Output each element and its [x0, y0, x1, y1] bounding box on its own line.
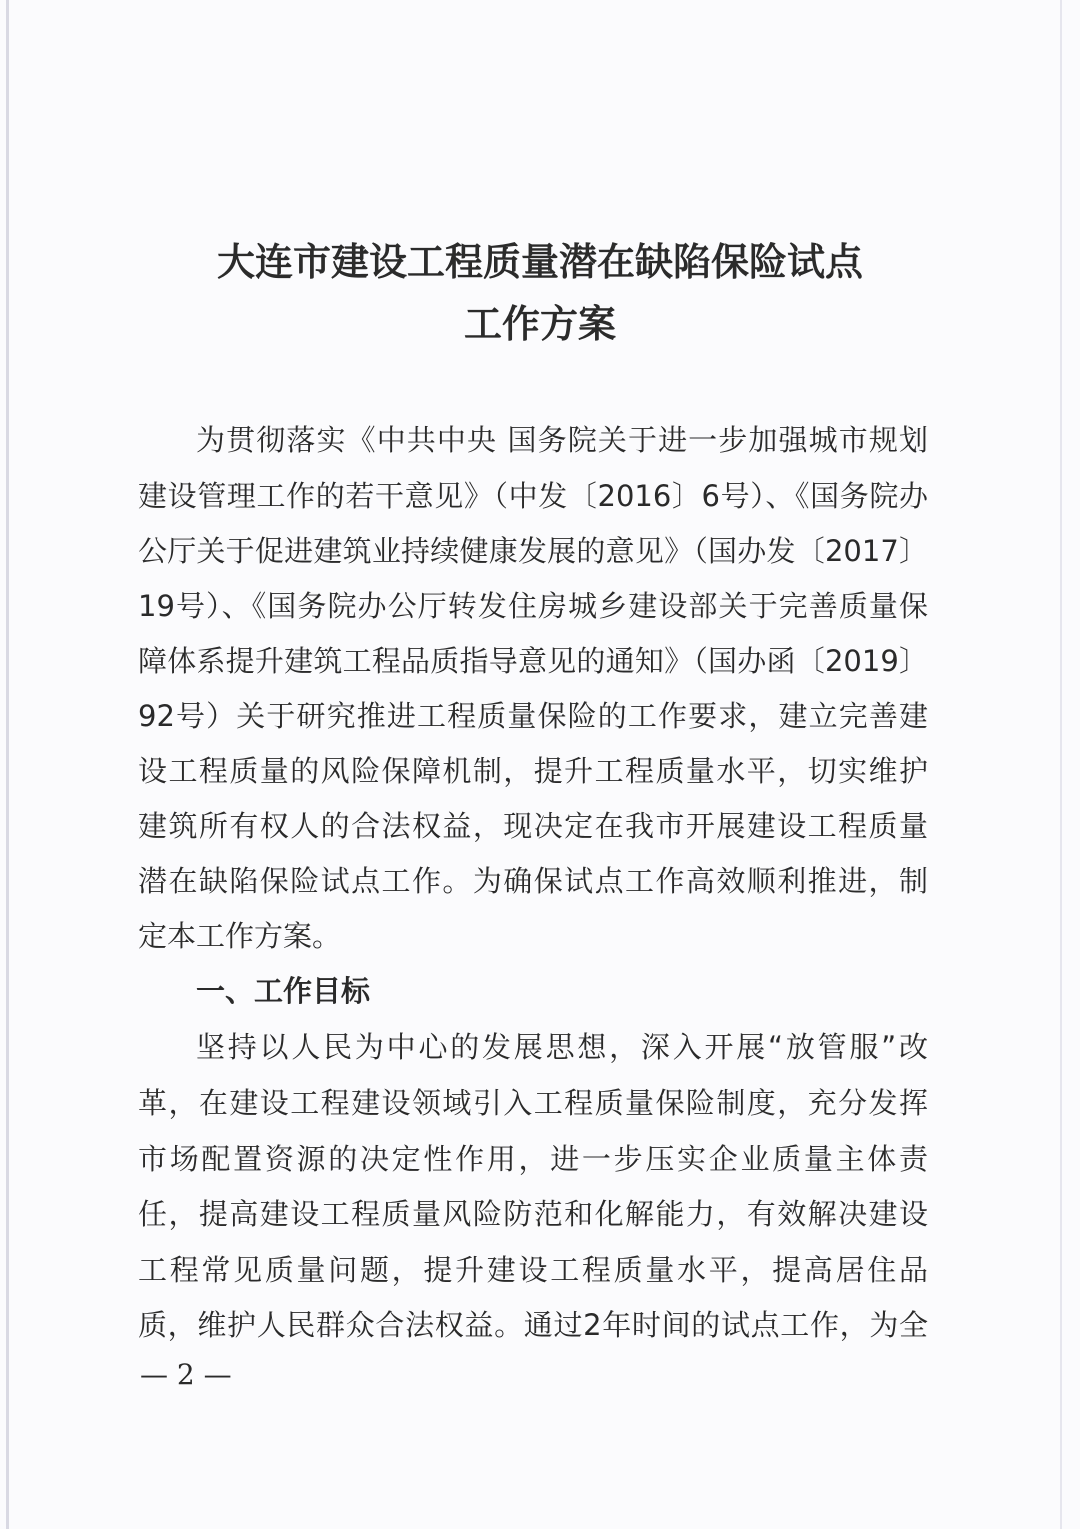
intro-line-1: 为贯彻落实《中共中央 国务院关于进一步加强城市规划	[196, 423, 928, 457]
section1-line-6: 质，维护人民群众合法权益。通过2年时间的试点工作，为全	[138, 1308, 928, 1342]
intro-line-8: 建筑所有权人的合法权益，现决定在我市开展建设工程质量	[138, 809, 928, 843]
section1-line-4: 任，提高建设工程质量风险防范和化解能力，有效解决建设	[138, 1197, 928, 1231]
intro-line-9: 潜在缺陷保险试点工作。为确保试点工作高效顺利推进，制	[138, 864, 928, 898]
section1-line-2: 革，在建设工程建设领域引入工程质量保险制度，充分发挥	[138, 1086, 928, 1120]
intro-line-2: 建设管理工作的若干意见》（中发〔2016〕6号）、《国务院办	[138, 479, 928, 513]
intro-line-6: 92号）关于研究推进工程质量保险的工作要求，建立完善建	[138, 699, 928, 733]
section1-line-1: 坚持以人民为中心的发展思想，深入开展“放管服”改	[196, 1030, 928, 1064]
intro-line-4: 19号）、《国务院办公厅转发住房城乡建设部关于完善质量保	[138, 589, 928, 623]
page-number: — 2 —	[140, 1358, 232, 1391]
document-title-line-1: 大连市建设工程质量潜在缺陷保险试点	[216, 239, 863, 284]
section1-line-5: 工程常见质量问题，提升建设工程质量水平，提高居住品	[138, 1253, 928, 1287]
intro-line-3: 公厅关于促进建筑业持续健康发展的意见》（国办发〔2017〕	[138, 534, 928, 568]
scan-edge-left	[6, 0, 9, 1529]
section-heading-work-goals: 一、工作目标	[196, 974, 371, 1008]
intro-line-5: 障体系提升建筑工程品质指导意见的通知》（国办函〔2019〕	[138, 644, 928, 678]
scan-edge-right	[1060, 0, 1062, 1529]
intro-line-7: 设工程质量的风险保障机制，提升工程质量水平，切实维护	[138, 754, 928, 788]
document-title-line-2: 工作方案	[463, 301, 616, 346]
section1-line-3: 市场配置资源的决定性作用，进一步压实企业质量主体责	[138, 1142, 928, 1176]
intro-line-10: 定本工作方案。	[138, 919, 342, 953]
